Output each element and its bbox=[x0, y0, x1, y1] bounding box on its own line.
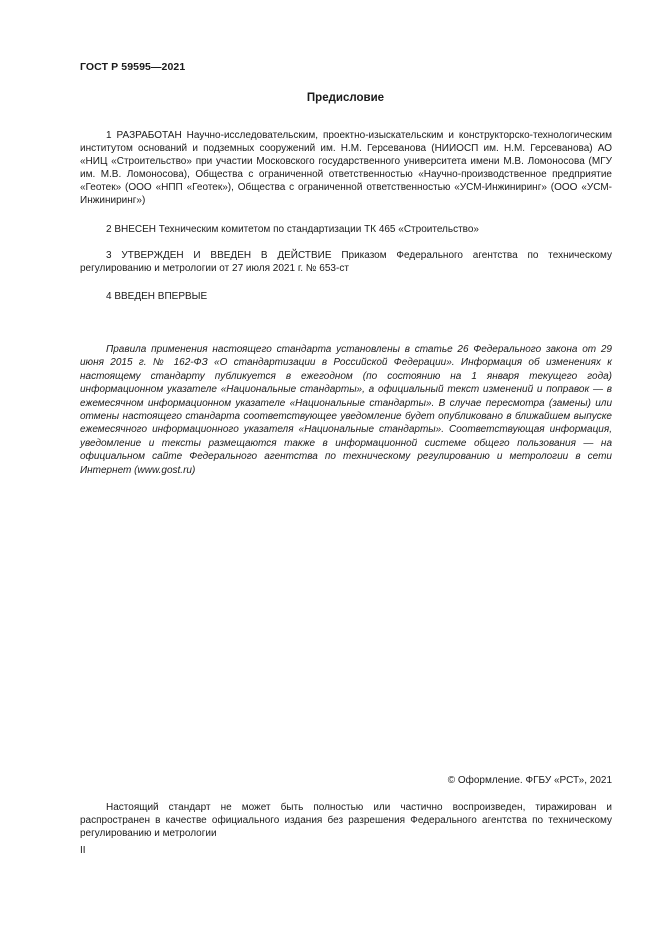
reproduction-notice: Настоящий стандарт не может быть полностью или частично воспроизведен, тиражирован и распространен в качестве официального издания без разрешения Федерального агентства по техническому регулированию и метрологии bbox=[80, 802, 612, 839]
document-code: ГОСТ Р 59595—2021 bbox=[80, 61, 186, 73]
paragraph-developed-by: 1 РАЗРАБОТАН Научно-исследовательским, проектно-изыскательским и конструкторско-технологическим институтом оснований и подземных сооружений им. Н.М. Герсеванова (НИИОСП им. Н.М. Герсеванова) АО «НИЦ «Строительство» при участии Московского государственного университета имени М.В. Ломоносова (МГУ им. М.В. Ломоносова), Общества с ограниченной ответственностью «Научно-производственное предприятие «Геотек» (ООО «НПП «Геотек»), Общества с ограниченной ответственностью «УСМ-Инжиниринг» (ООО «УСМ-Инжиниринг») bbox=[80, 130, 612, 206]
copyright-line: © Оформление. ФГБУ «РСТ», 2021 bbox=[447, 775, 612, 786]
paragraph-approved: 3 УТВЕРЖДЕН И ВВЕДЕН В ДЕЙСТВИЕ Приказом Федерального агентства по техническому регулированию и метрологии от 27 июля 2021 г. № 653-ст bbox=[80, 250, 612, 274]
page-title: Предисловие bbox=[306, 92, 385, 104]
application-rules-notice: Правила применения настоящего стандарта установлены в статье 26 Федерального закона от 29 июня 2015 г. № 162-ФЗ «О стандартизации в Российской Федерации». Информация об изменениях к настоящему стандарту публикуется в ежегодном (по состоянию на 1 января текущего года) информационном указателе «Национальные стандарты», а официальный текст изменений и поправок — в ежемесячном информационном указателе «Национальные стандарты». В случае пересмотра (замены) или отмены настоящего стандарта соответствующее уведомление будет опубликовано в ближайшем выпуске ежемесячного информационного указателя «Национальные стандарты». Соответствующая информация, уведомление и тексты размещаются также в информационной системе общего пользования — на официальном сайте Федерального агентства по техническому регулированию и метрологии в сети Интернет (www.gost.ru) bbox=[80, 344, 612, 476]
page-number: II bbox=[80, 845, 86, 856]
paragraph-submitted-by: 2 ВНЕСЕН Техническим комитетом по стандартизации ТК 465 «Строительство» bbox=[106, 224, 479, 235]
paragraph-introduced-first: 4 ВВЕДЕН ВПЕРВЫЕ bbox=[106, 291, 208, 302]
